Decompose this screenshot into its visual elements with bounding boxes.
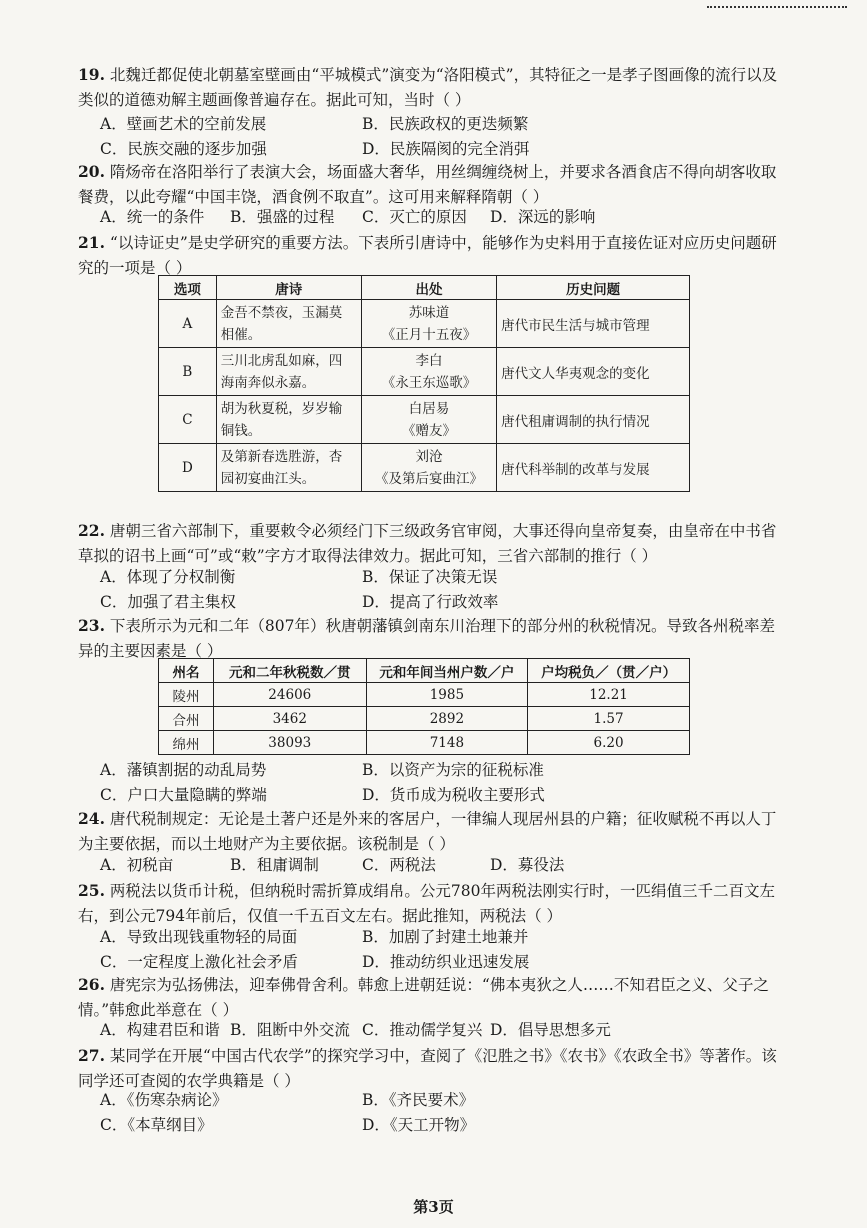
option-d[interactable]: D．推动纺织业迅速发展 [362, 953, 530, 971]
option-a[interactable]: A．壁画艺术的空前发展 [100, 115, 267, 133]
option-b[interactable]: B．强盛的过程 [230, 208, 335, 226]
option-b[interactable]: B．租庸调制 [230, 856, 319, 874]
question-20: 20. 隋炀帝在洛阳举行了表演大会，场面盛大奢华，用丝绸缠绕树上，并要求各酒食店不得向胡客收取餐费，以此夸耀“中国丰饶，酒食例不取直”。这可用来解释隋朝（ ） [78, 162, 777, 206]
option-c[interactable]: C．一定程度上激化社会矛盾 [100, 953, 298, 971]
option-d[interactable]: D．倡导思想多元 [490, 1021, 611, 1039]
option-a[interactable]: A．构建君臣和谐 [100, 1021, 220, 1039]
table-row: A 金吾不禁夜，玉漏莫 相催。 苏味道 《正月十五夜》 唐代市民生活与城市管理 [159, 300, 690, 348]
option-c[interactable]: C．户口大量隐瞒的弊端 [100, 786, 267, 804]
table-row: D 及第新春选胜游，杏 园初宴曲江头。 刘沧 《及第后宴曲江》 唐代科举制的改革与发展 [159, 444, 690, 492]
option-a[interactable]: A．《伤寒杂病论》 [100, 1091, 228, 1109]
table-row: 陵州 24606 1985 12.21 [159, 683, 690, 707]
autumn-tax-table [158, 658, 690, 755]
table-row: 合州 3462 2892 1.57 [159, 707, 690, 731]
table-header-row: 选项 唐诗 出处 历史问题 [159, 276, 690, 300]
option-d[interactable]: D．提高了行政效率 [362, 593, 499, 611]
option-b[interactable]: B．以资产为宗的征税标准 [362, 761, 544, 779]
option-c[interactable]: C．加强了君主集权 [100, 593, 236, 611]
option-d[interactable]: D．民族隔阂的完全消弭 [362, 140, 530, 158]
question-22: 22. 唐朝三省六部制下，重要敕令必须经门下三级政务官审阅，大事还得向皇帝复奏，由皇帝在中书省草拟的诏书上画“可”或“敕”字方才取得法律效力。据此可知，三省六部制的推行（ ） [78, 521, 777, 565]
option-d[interactable]: D．深远的影响 [490, 208, 596, 226]
question-23: 23. 下表所示为元和二年（807年）秋唐朝藩镇剑南东川治理下的部分州的秋税情况。导致各州税率差异的主要因素是（ ） [78, 616, 775, 660]
option-c[interactable]: C．两税法 [362, 856, 436, 874]
option-c[interactable]: C．民族交融的逐步加强 [100, 140, 267, 158]
option-c[interactable]: C．灭亡的原因 [362, 208, 467, 226]
page-number: 第3页 [413, 1198, 454, 1216]
table-header-row: 州名 元和二年秋税数／贯 元和年间当州户数／户 户均税负／（贯／户） [159, 659, 690, 683]
option-d[interactable]: D．《天工开物》 [362, 1116, 476, 1134]
option-b[interactable]: B．加剧了封建土地兼并 [362, 928, 529, 946]
option-d[interactable]: D．募役法 [490, 856, 565, 874]
scan-mark [707, 6, 847, 12]
question-24: 24. 唐代税制规定：无论是土著户还是外来的客居户，一律编人现居州县的户籍；征收赋税不再以人丁为主要依据，而以土地财产为主要依据。该税制是（ ） [78, 809, 777, 853]
option-a[interactable]: A．统一的条件 [100, 208, 205, 226]
table-row: C 胡为秋夏税，岁岁输 铜钱。 白居易 《赠友》 唐代租庸调制的执行情况 [159, 396, 690, 444]
option-b[interactable]: B．保证了决策无误 [362, 568, 498, 586]
question-27: 27. 某同学在开展“中国古代农学”的探究学习中，查阅了《氾胜之书》《农书》《农政全书》等著作。该同学还可查阅的农学典籍是（ ） [78, 1046, 777, 1090]
option-b[interactable]: B．阻断中外交流 [230, 1021, 350, 1039]
option-c[interactable]: C．推动儒学复兴 [362, 1021, 483, 1039]
table-row: B 三川北虏乱如麻，四 海南奔似永嘉。 李白 《永王东巡歌》 唐代文人华夷观念的变化 [159, 348, 690, 396]
option-a[interactable]: A．藩镇割据的动乱局势 [100, 761, 267, 779]
option-d[interactable]: D．货币成为税收主要形式 [362, 786, 545, 804]
table-row: 绵州 38093 7148 6.20 [159, 731, 690, 755]
option-a[interactable]: A．初税亩 [100, 856, 174, 874]
poem-history-table [158, 275, 690, 492]
question-25: 25. 两税法以货币计税，但纳税时需折算成绢帛。公元780年两税法刚实行时，一匹绢值三千二百文左右，到公元794年前后，仅值一千五百文左右。据此推知，两税法（ ） [78, 881, 775, 925]
question-21: 21. “以诗证史”是史学研究的重要方法。下表所引唐诗中，能够作为史料用于直接佐证对应历史问题研究的一项是（ ） [78, 233, 777, 277]
option-a[interactable]: A．体现了分权制衡 [100, 568, 236, 586]
option-a[interactable]: A．导致出现钱重物轻的局面 [100, 928, 298, 946]
question-19: 19. 北魏迁都促使北朝墓室壁画由“平城模式”演变为“洛阳模式”，其特征之一是孝子图画像的流行以及类似的道德劝解主题画像普遍存在。据此可知，当时（ ） [78, 65, 778, 109]
option-b[interactable]: B．民族政权的更迭频繁 [362, 115, 529, 133]
option-c[interactable]: C．《本草纲目》 [100, 1116, 213, 1134]
question-26: 26. 唐宪宗为弘扬佛法，迎奉佛骨舍利。韩愈上进朝廷说：“佛本夷狄之人……不知君臣之义、父子之情。”韩愈此举意在（ ） [78, 975, 769, 1019]
option-b[interactable]: B．《齐民要术》 [362, 1091, 475, 1109]
